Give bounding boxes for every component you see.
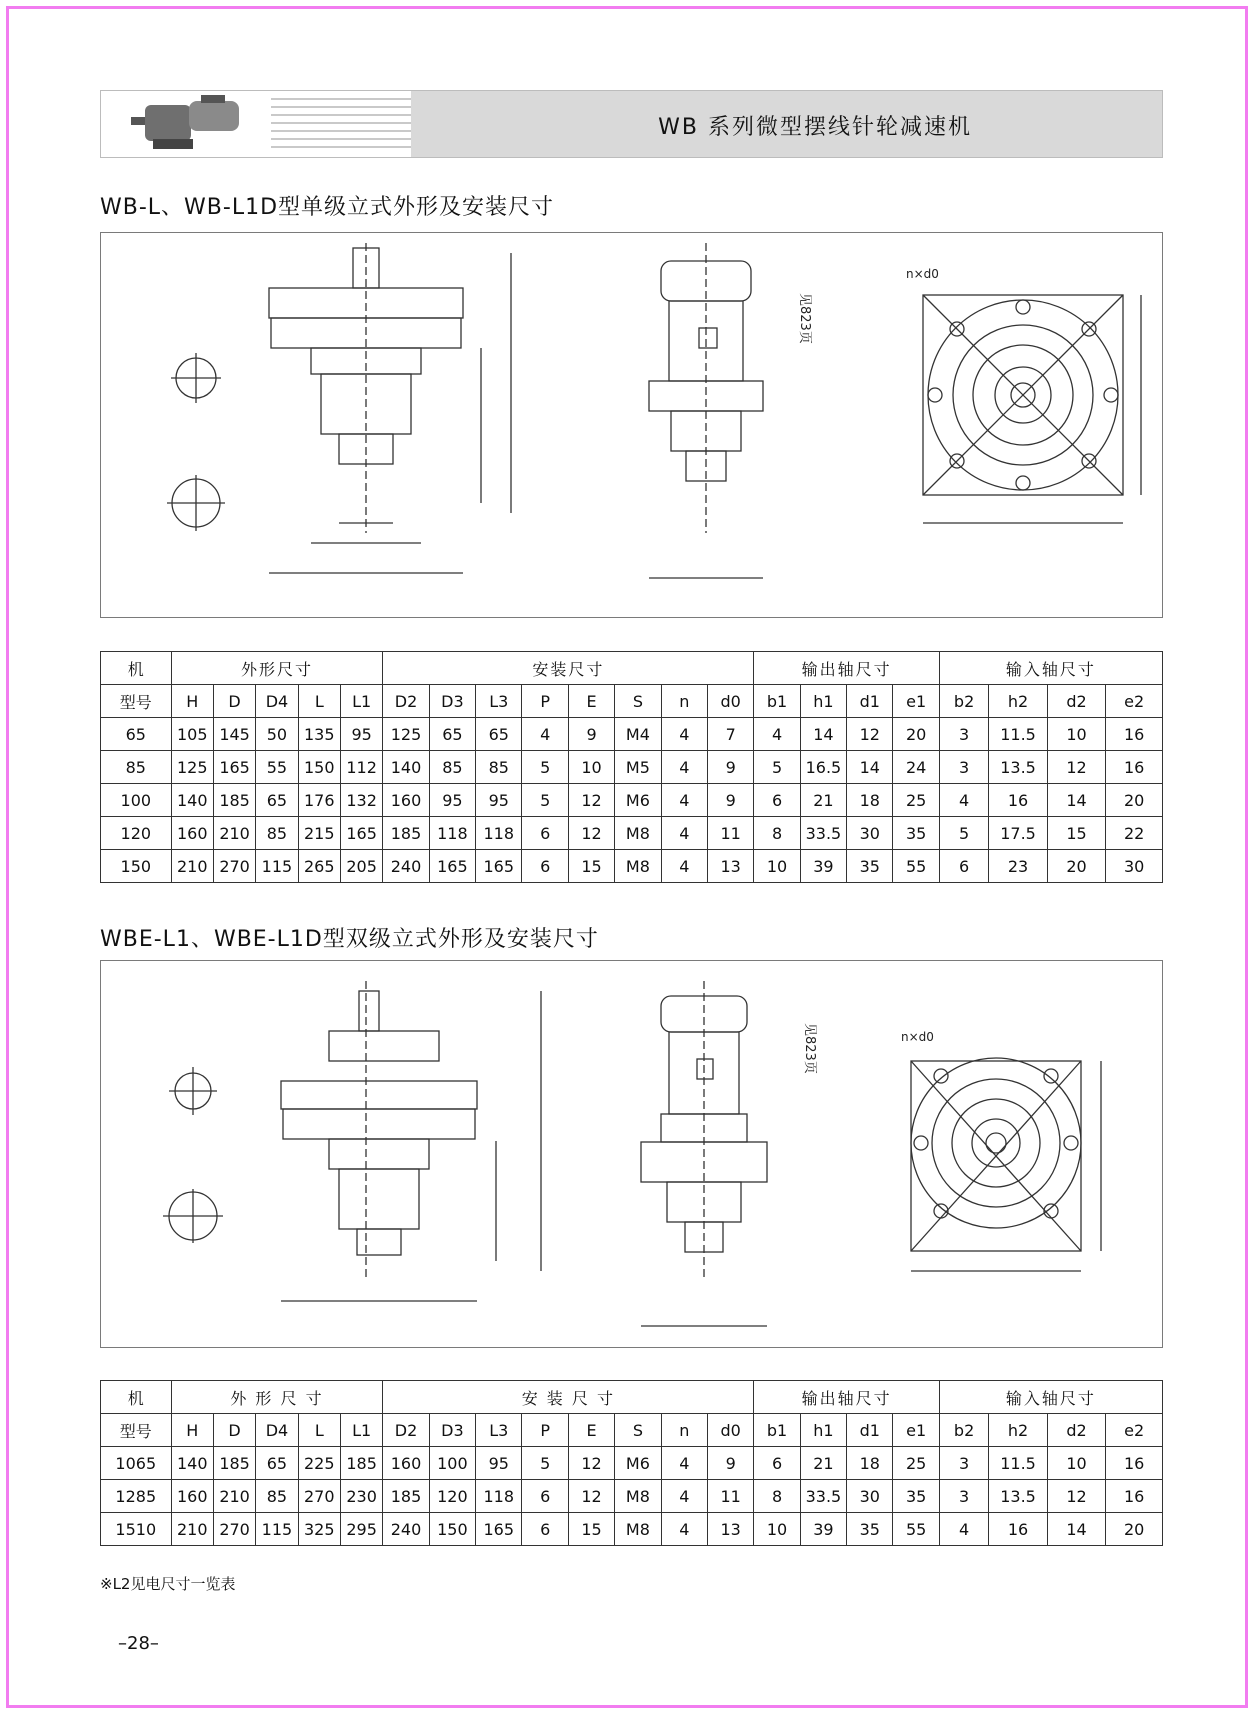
table-cell: 105 <box>171 718 213 751</box>
table-cell: 24 <box>893 751 939 784</box>
table-row <box>101 1480 1163 1513</box>
table-cell: 15 <box>568 1513 614 1546</box>
table-cell: 115 <box>256 1513 298 1546</box>
table-cell: 20 <box>1106 784 1163 817</box>
table-cell: 12 <box>1047 751 1105 784</box>
th-col: b2 <box>939 1414 988 1447</box>
table-cell: 6 <box>522 850 568 883</box>
th-col: S <box>615 1414 661 1447</box>
section2-title: WBE-L1、WBE-L1D型双级立式外形及安装尺寸 <box>100 927 599 952</box>
table-cell: 4 <box>939 1513 988 1546</box>
th-col: D <box>213 1414 255 1447</box>
th-col: d2 <box>1047 685 1105 718</box>
table-cell: 85 <box>256 1480 298 1513</box>
table-cell: 9 <box>707 1447 753 1480</box>
model-cell: 85 <box>101 751 172 784</box>
th-col: d1 <box>847 685 893 718</box>
section1-drawing <box>100 232 1163 618</box>
table-cell: 20 <box>1106 1513 1163 1546</box>
table-cell: 5 <box>939 817 988 850</box>
th-col: L3 <box>476 1414 522 1447</box>
table-cell: M6 <box>615 784 661 817</box>
table-cell: 118 <box>429 817 475 850</box>
table-cell: 6 <box>939 850 988 883</box>
th-col: D <box>213 685 255 718</box>
table-cell: 210 <box>171 1513 213 1546</box>
table-cell: 95 <box>476 784 522 817</box>
table-cell: 85 <box>256 817 298 850</box>
table-cell: 14 <box>800 718 846 751</box>
table-cell: 17.5 <box>989 817 1047 850</box>
th-col: e2 <box>1106 1414 1163 1447</box>
th-col: H <box>171 1414 213 1447</box>
th-outline-dims: 外 形 尺 寸 <box>171 1381 383 1414</box>
table-cell: 115 <box>256 850 298 883</box>
table-cell: 165 <box>476 1513 522 1546</box>
table-cell: 165 <box>340 817 382 850</box>
table-cell: 11.5 <box>989 718 1047 751</box>
th-input-shaft: 输入轴尺寸 <box>939 1381 1162 1414</box>
th-col: E <box>568 685 614 718</box>
th-col: P <box>522 1414 568 1447</box>
th-col: S <box>615 685 661 718</box>
table-cell: 185 <box>383 1480 429 1513</box>
table-cell: 18 <box>847 1447 893 1480</box>
th-col: e2 <box>1106 685 1163 718</box>
table-cell: 210 <box>171 850 213 883</box>
table-cell: 13 <box>707 850 753 883</box>
table-cell: 270 <box>213 1513 255 1546</box>
table-cell: 14 <box>1047 784 1105 817</box>
th-col: L <box>298 1414 340 1447</box>
table-cell: 20 <box>893 718 939 751</box>
th-col: b2 <box>939 685 988 718</box>
table-cell: 4 <box>939 784 988 817</box>
table-cell: 35 <box>893 817 939 850</box>
table-cell: 3 <box>939 1480 988 1513</box>
table-cell: 270 <box>213 850 255 883</box>
model-cell: 65 <box>101 718 172 751</box>
table-cell: 165 <box>213 751 255 784</box>
table-cell: M5 <box>615 751 661 784</box>
model-cell: 1510 <box>101 1513 172 1546</box>
table-cell: 5 <box>754 751 800 784</box>
table-cell: 14 <box>1047 1513 1105 1546</box>
table-cell: 4 <box>661 1447 707 1480</box>
table-cell: 205 <box>340 850 382 883</box>
table-cell: 230 <box>340 1480 382 1513</box>
th-col: n <box>661 685 707 718</box>
th-output-shaft: 输出轴尺寸 <box>754 652 940 685</box>
table-cell: 15 <box>1047 817 1105 850</box>
model-cell: 1285 <box>101 1480 172 1513</box>
table-cell: 270 <box>298 1480 340 1513</box>
table-cell: 12 <box>568 1447 614 1480</box>
th-install-dims: 安装尺寸 <box>383 652 754 685</box>
table-row <box>101 1447 1163 1480</box>
table-cell: 13.5 <box>989 751 1047 784</box>
table-cell: 30 <box>847 817 893 850</box>
column-header-row <box>101 685 1163 718</box>
th-col: d2 <box>1047 1414 1105 1447</box>
th-col: h2 <box>989 1414 1047 1447</box>
table-row <box>101 1513 1163 1546</box>
th-col: D4 <box>256 685 298 718</box>
table-cell: M8 <box>615 1480 661 1513</box>
table-cell: 11.5 <box>989 1447 1047 1480</box>
table-cell: 165 <box>429 850 475 883</box>
table-cell: 100 <box>429 1447 475 1480</box>
table-cell: 55 <box>893 1513 939 1546</box>
table-cell: 112 <box>340 751 382 784</box>
table-cell: 215 <box>298 817 340 850</box>
th-col: L <box>298 685 340 718</box>
table-cell: 95 <box>476 1447 522 1480</box>
table-cell: M8 <box>615 1513 661 1546</box>
th-col: d0 <box>707 685 753 718</box>
section2-spec-table <box>100 1380 1163 1546</box>
column-header-row <box>101 1414 1163 1447</box>
table-cell: 16 <box>1106 751 1163 784</box>
table-cell: 11 <box>707 817 753 850</box>
see-page-label: 见823页 <box>797 293 812 344</box>
table-cell: 21 <box>800 1447 846 1480</box>
table-cell: 16 <box>1106 1447 1163 1480</box>
table-cell: 4 <box>661 1513 707 1546</box>
table-cell: 6 <box>522 817 568 850</box>
table-cell: 10 <box>1047 1447 1105 1480</box>
th-model: 型号 <box>101 685 172 718</box>
table-cell: 33.5 <box>800 1480 846 1513</box>
table-cell: 120 <box>429 1480 475 1513</box>
table-cell: 10 <box>568 751 614 784</box>
table-cell: 6 <box>522 1513 568 1546</box>
table-cell: 12 <box>847 718 893 751</box>
table-cell: 12 <box>568 784 614 817</box>
table-cell: 21 <box>800 784 846 817</box>
th-output-shaft: 输出轴尺寸 <box>754 1381 940 1414</box>
table-cell: 25 <box>893 1447 939 1480</box>
th-col: D3 <box>429 685 475 718</box>
table-cell: 55 <box>256 751 298 784</box>
table-cell: 18 <box>847 784 893 817</box>
table-cell: 210 <box>213 1480 255 1513</box>
table-cell: 185 <box>213 1447 255 1480</box>
table-cell: 85 <box>476 751 522 784</box>
th-col: D4 <box>256 1414 298 1447</box>
table-cell: 25 <box>893 784 939 817</box>
table-cell: 140 <box>171 1447 213 1480</box>
th-col: e1 <box>893 1414 939 1447</box>
table-cell: 16 <box>989 784 1047 817</box>
table-cell: 185 <box>213 784 255 817</box>
product-photo <box>101 91 411 157</box>
table-cell: 5 <box>522 751 568 784</box>
section1-table-body <box>101 718 1163 883</box>
table-cell: 150 <box>429 1513 475 1546</box>
th-machine: 机 <box>101 1381 172 1414</box>
th-col: L1 <box>340 1414 382 1447</box>
th-col: h2 <box>989 685 1047 718</box>
table-cell: 14 <box>847 751 893 784</box>
th-install-dims: 安 装 尺 寸 <box>383 1381 754 1414</box>
th-col: e1 <box>893 685 939 718</box>
th-col: H <box>171 685 213 718</box>
table-cell: 6 <box>754 784 800 817</box>
table-cell: 4 <box>661 850 707 883</box>
table-cell: 9 <box>707 751 753 784</box>
table-cell: 85 <box>429 751 475 784</box>
table-cell: 10 <box>1047 718 1105 751</box>
table-cell: 65 <box>256 1447 298 1480</box>
table-cell: 65 <box>256 784 298 817</box>
table-cell: 210 <box>213 817 255 850</box>
table-cell: 325 <box>298 1513 340 1546</box>
table-cell: 5 <box>522 1447 568 1480</box>
table-cell: 6 <box>754 1447 800 1480</box>
table-cell: 16 <box>989 1513 1047 1546</box>
table-cell: 4 <box>661 817 707 850</box>
table-cell: 240 <box>383 850 429 883</box>
table-cell: 8 <box>754 1480 800 1513</box>
th-col: b1 <box>754 1414 800 1447</box>
th-col: d1 <box>847 1414 893 1447</box>
model-cell: 1065 <box>101 1447 172 1480</box>
th-col: P <box>522 685 568 718</box>
th-col: h1 <box>800 685 846 718</box>
table-cell: 12 <box>1047 1480 1105 1513</box>
th-col: E <box>568 1414 614 1447</box>
table-cell: 15 <box>568 850 614 883</box>
table-row <box>101 718 1163 751</box>
table-cell: 176 <box>298 784 340 817</box>
table-cell: 16.5 <box>800 751 846 784</box>
table-cell: 7 <box>707 718 753 751</box>
table-cell: 3 <box>939 718 988 751</box>
table-cell: 145 <box>213 718 255 751</box>
see-page-label: 见823页 <box>802 1023 817 1074</box>
section2-drawing <box>100 960 1163 1348</box>
table-cell: 50 <box>256 718 298 751</box>
th-input-shaft: 输入轴尺寸 <box>939 652 1162 685</box>
table-row <box>101 817 1163 850</box>
table-cell: 39 <box>800 1513 846 1546</box>
th-model: 型号 <box>101 1414 172 1447</box>
th-col: D3 <box>429 1414 475 1447</box>
table-cell: 185 <box>340 1447 382 1480</box>
table-cell: 39 <box>800 850 846 883</box>
table-cell: 165 <box>476 850 522 883</box>
table-cell: M4 <box>615 718 661 751</box>
table-row <box>101 751 1163 784</box>
th-col: L3 <box>476 685 522 718</box>
table-cell: 9 <box>707 784 753 817</box>
table-cell: 22 <box>1106 817 1163 850</box>
table-cell: 3 <box>939 751 988 784</box>
page-number: –28– <box>118 1633 159 1654</box>
header-banner <box>100 90 1163 158</box>
th-col: b1 <box>754 685 800 718</box>
th-col: D2 <box>383 1414 429 1447</box>
model-cell: 120 <box>101 817 172 850</box>
table-cell: 65 <box>476 718 522 751</box>
table-cell: 16 <box>1106 1480 1163 1513</box>
table-cell: 185 <box>383 817 429 850</box>
table-row <box>101 784 1163 817</box>
header-title: WB 系列微型摆线针轮减速机 <box>658 115 972 140</box>
table-cell: 160 <box>171 817 213 850</box>
section1-title: WB-L、WB-L1D型单级立式外形及安装尺寸 <box>100 195 555 220</box>
table-cell: 13.5 <box>989 1480 1047 1513</box>
table-cell: 8 <box>754 817 800 850</box>
table-cell: 4 <box>661 1480 707 1513</box>
table-cell: 140 <box>171 784 213 817</box>
table-cell: 118 <box>476 817 522 850</box>
table-cell: M8 <box>615 817 661 850</box>
table-cell: 95 <box>340 718 382 751</box>
table-cell: 4 <box>661 784 707 817</box>
table-cell: 23 <box>989 850 1047 883</box>
section1-spec-table <box>100 651 1163 883</box>
table-cell: 4 <box>661 751 707 784</box>
table-cell: 9 <box>568 718 614 751</box>
table-cell: 4 <box>522 718 568 751</box>
table-cell: 140 <box>383 751 429 784</box>
table-cell: 12 <box>568 817 614 850</box>
table-cell: 240 <box>383 1513 429 1546</box>
table-cell: 55 <box>893 850 939 883</box>
table-cell: 11 <box>707 1480 753 1513</box>
table-cell: 135 <box>298 718 340 751</box>
th-col: L1 <box>340 685 382 718</box>
th-col: d0 <box>707 1414 753 1447</box>
section2-table-body <box>101 1447 1163 1546</box>
th-machine: 机 <box>101 652 172 685</box>
table-cell: 3 <box>939 1447 988 1480</box>
table-cell: 160 <box>171 1480 213 1513</box>
th-col: n <box>661 1414 707 1447</box>
table-cell: 125 <box>171 751 213 784</box>
table-cell: 35 <box>847 850 893 883</box>
table-cell: 265 <box>298 850 340 883</box>
table-cell: 10 <box>754 850 800 883</box>
table-cell: 118 <box>476 1480 522 1513</box>
table-cell: 30 <box>847 1480 893 1513</box>
table-cell: M6 <box>615 1447 661 1480</box>
table-cell: 33.5 <box>800 817 846 850</box>
th-col: h1 <box>800 1414 846 1447</box>
table-cell: 10 <box>754 1513 800 1546</box>
table-cell: 20 <box>1047 850 1105 883</box>
table-cell: 65 <box>429 718 475 751</box>
table-cell: 225 <box>298 1447 340 1480</box>
table-cell: M8 <box>615 850 661 883</box>
model-cell: 150 <box>101 850 172 883</box>
table-cell: 4 <box>754 718 800 751</box>
holes-label: n×d0 <box>906 267 939 281</box>
table-cell: 295 <box>340 1513 382 1546</box>
table-cell: 5 <box>522 784 568 817</box>
th-outline-dims: 外形尺寸 <box>171 652 383 685</box>
table-cell: 35 <box>893 1480 939 1513</box>
th-col: D2 <box>383 685 429 718</box>
table-cell: 125 <box>383 718 429 751</box>
table-cell: 160 <box>383 784 429 817</box>
footnote: ※L2见电尺寸一览表 <box>100 1575 236 1593</box>
table-cell: 150 <box>298 751 340 784</box>
holes-label: n×d0 <box>901 1030 934 1044</box>
table-cell: 12 <box>568 1480 614 1513</box>
table-cell: 16 <box>1106 718 1163 751</box>
table-cell: 4 <box>661 718 707 751</box>
table-cell: 35 <box>847 1513 893 1546</box>
model-cell: 100 <box>101 784 172 817</box>
table-cell: 13 <box>707 1513 753 1546</box>
table-row <box>101 850 1163 883</box>
table-cell: 132 <box>340 784 382 817</box>
table-cell: 95 <box>429 784 475 817</box>
table-cell: 6 <box>522 1480 568 1513</box>
table-cell: 160 <box>383 1447 429 1480</box>
table-cell: 30 <box>1106 850 1163 883</box>
